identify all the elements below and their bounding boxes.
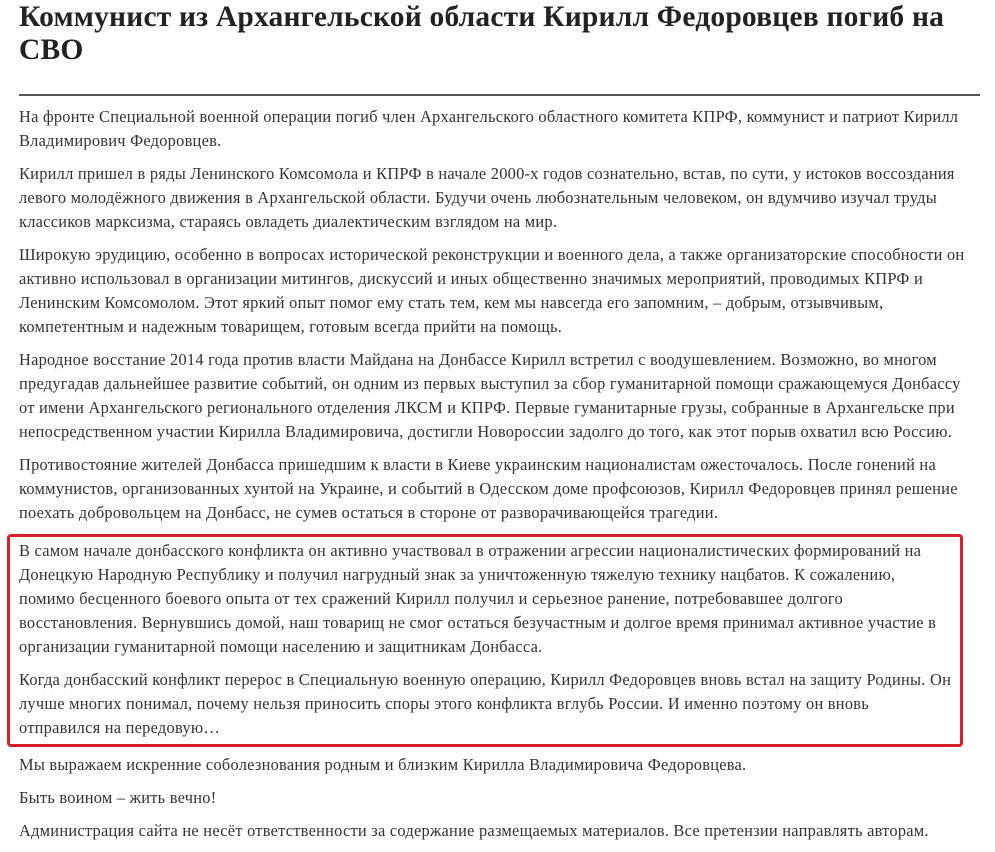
paragraph: Народное восстание 2014 года против власти Майдана на Донбассе Кирилл встретил с воодушевлением. Возможно, во многом предугадав дальнейшее развитие событий, он одним из первых выступил за сбор гуманитарной помощи сражающемуся Донбассу от имени Архангельского регионального отделения ЛКСМ и КПРФ. Первые гуманитарные грузы, собранные в Архангельске при непосредственном участии Кирилла Владимировича, достигли Новороссии задолго до того, как этот порыв охватил всю Россию. [19, 350, 961, 441]
paragraph: Широкую эрудицию, особенно в вопросах исторической реконструкции и военного дела, а также организаторские способности он активно использовал в организации митингов, дискуссий и иных общественно значимых мероприятий, проводимых КПРФ и Ленинским Комсомолом. Этот яркий опыт помог ему стать тем, кем мы навсегда его запомним, – добрым, отзывчивым, компетентным и надежным товарищем, готовым всегда прийти на помощь. [19, 245, 965, 336]
paragraph: Кирилл пришел в ряды Ленинского Комсомола и КПРФ в начале 2000-х годов сознательно, встав, по сути, у истоков воссоздания левого молодёжного движения в Архангельской области. Будучи очень любознательным человеком, он вдумчиво изучал труды классиков марксизма, стараясь овладеть диалектическим взглядом на мир. [19, 164, 955, 231]
article [19, 0, 980, 852]
paragraph: На фронте Специальной военной операции погиб член Архангельского областного комитета КПРФ, коммунист и патриот Кирилл Владимирович Федоровцев. [19, 107, 959, 150]
paragraph: Мы выражаем искренние соболезнования родным и близким Кирилла Владимировича Федоровцева. [19, 755, 747, 774]
highlighted-paragraph: В самом начале донбасского конфликта он активно участвовал в отражении агрессии националистических формирований на Донецкую Народную Республику и получил нагрудный знак за уничтоженную тяжелую технику нацбатов. К сожалению, помимо бесценного боевого опыта от тех сражений Кирилл получил и серьезное ранение, потребовавшее долгого восстановления. Вернувшись домой, наш товарищ не смог остаться безучастным и долгое время принимал активное участие в организации гуманитарной помощи населению и защитникам Донбасса. [19, 541, 937, 656]
disclaimer: Администрация сайта не несёт ответственности за содержание размещаемых материалов. Все претензии направлять авторам. [19, 821, 929, 840]
article-body [19, 105, 980, 843]
paragraph: Противостояние жителей Донбасса пришедшим к власти в Киеве украинским националистам ожесточалось. После гонений на коммунистов, организованных хунтой на Украине, и событий в Одесском доме профсоюзов, Кирилл Федоровцев принял решение поехать добровольцем на Донбасс, не сумев остаться в стороне от разворачивающейся трагедии. [19, 455, 958, 522]
highlighted-section [7, 534, 963, 747]
highlighted-paragraph: Когда донбасский конфликт перерос в Специальную военную операцию, Кирилл Федоровцев вновь встал на защиту Родины. Он лучше многих понимал, почему нельзя приносить споры этого конфликта вглубь России. И именно поэтому он вновь отправился на передовую… [19, 670, 952, 737]
article-title: Коммунист из Архангельской области Кирилл Федоровцев погиб на СВО [19, 1, 945, 66]
title-divider [19, 94, 980, 96]
paragraph: Быть воином – жить вечно! [19, 788, 217, 807]
